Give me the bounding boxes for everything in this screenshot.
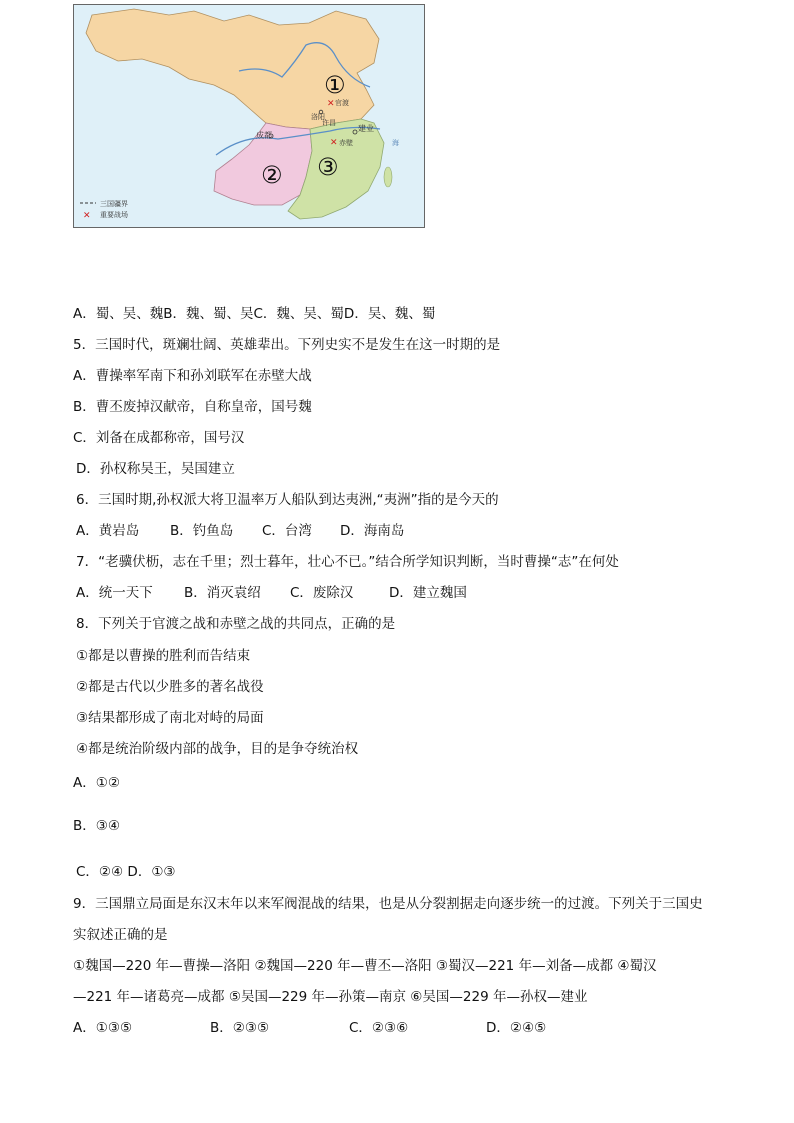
city-luoyang: 洛阳 — [311, 113, 325, 121]
q9-option-d: D．②④⑤ — [486, 1020, 547, 1036]
q6-option-d: D．海南岛 — [340, 523, 405, 539]
battle-marker-icon: ✕ — [327, 99, 335, 109]
q8-option-b: B．③④ — [73, 818, 120, 834]
taiwan-island — [384, 167, 392, 187]
q8-option-cd: C．②④ D．①③ — [76, 864, 176, 880]
q6-option-c: C．台湾 — [262, 523, 312, 539]
q8-item-4: ④都是统治阶级内部的战争，目的是争夺统治权 — [76, 741, 359, 757]
city-chengdu: 成都 — [256, 131, 272, 140]
q7-option-d: D．建立魏国 — [389, 585, 467, 601]
q8-item-2: ②都是古代以少胜多的著名战役 — [76, 679, 264, 695]
region-2-label: ② — [261, 161, 283, 189]
q5-option-a: A．曹操率军南下和孙刘联军在赤壁大战 — [73, 368, 312, 384]
map-graphic — [74, 5, 424, 227]
q9-stem-line1: 9．三国鼎立局面是东汉末年以来军阀混战的结果，也是从分裂割据走向逐步统一的过渡。下列关于三国史 — [73, 896, 703, 912]
sea-label: 海 — [392, 139, 399, 147]
q7-option-a: A．统一天下 — [76, 585, 153, 601]
q6-option-a: A．黄岩岛 — [76, 523, 140, 539]
q6-option-b: B．钓鱼岛 — [170, 523, 234, 539]
wei-region — [86, 9, 379, 129]
q8-item-1: ①都是以曹操的胜利而告结束 — [76, 648, 251, 664]
q7-option-c: C．废除汉 — [290, 585, 354, 601]
q6-options — [76, 522, 404, 540]
q4-options: A．蜀、吴、魏B．魏、蜀、吴C．魏、吴、蜀D．吴、魏、蜀 — [73, 306, 436, 322]
region-1-label: ① — [324, 71, 346, 99]
legend-battle-label: 重要战场 — [100, 211, 128, 219]
legend-battle-icon: ✕ — [83, 211, 91, 221]
q8-item-3: ③结果都形成了南北对峙的局面 — [76, 710, 264, 726]
q9-options — [73, 1019, 546, 1037]
q7-stem: 7．“老骥伏枥，志在千里；烈士暮年，壮心不已。”结合所学知识判断，当时曹操“志”在何处 — [76, 554, 619, 570]
city-chibi: 赤壁 — [339, 139, 353, 147]
region-3-label: ③ — [317, 153, 339, 181]
city-guandu: 官渡 — [335, 99, 349, 107]
q9-option-a: A．①③⑤ — [73, 1020, 133, 1036]
q9-items-line1: ①魏国—220 年—曹操—洛阳 ②魏国—220 年—曹丕—洛阳 ③蜀汉—221 年—刘备—成都 ④蜀汉 — [73, 958, 657, 974]
q9-option-c: C．②③⑥ — [349, 1020, 409, 1036]
three-kingdoms-map — [73, 4, 425, 228]
q9-option-b: B．②③⑤ — [210, 1020, 270, 1036]
battle-marker-icon: ✕ — [330, 138, 338, 148]
q9-stem-line2: 实叙述正确的是 — [73, 927, 168, 943]
city-jianye: 建业 — [358, 124, 374, 133]
q8-stem: 8．下列关于官渡之战和赤壁之战的共同点，正确的是 — [76, 616, 396, 632]
q8-option-a: A．①② — [73, 775, 120, 791]
q9-items-line2: —221 年—诸葛亮—成都 ⑤吴国—229 年—孙策—南京 ⑥吴国—229 年—孙权—建业 — [73, 989, 588, 1005]
q5-option-d: D．孙权称吴王，吴国建立 — [76, 461, 235, 477]
q5-option-c: C．刘备在成都称帝，国号汉 — [73, 430, 245, 446]
q6-stem: 6．三国时期,孙权派大将卫温率万人船队到达夷洲,“夷洲”指的是今天的 — [76, 492, 499, 508]
q7-options — [76, 584, 467, 602]
legend-border-label: 三国疆界 — [100, 200, 128, 208]
q5-option-b: B．曹丕废掉汉献帝，自称皇帝，国号魏 — [73, 399, 312, 415]
city-xuchang: 许昌 — [322, 119, 336, 127]
q7-option-b: B．消灭袁绍 — [184, 585, 261, 601]
q5-stem: 5．三国时代，斑斓壮阔、英雄辈出。下列史实不是发生在这一时期的是 — [73, 337, 501, 353]
